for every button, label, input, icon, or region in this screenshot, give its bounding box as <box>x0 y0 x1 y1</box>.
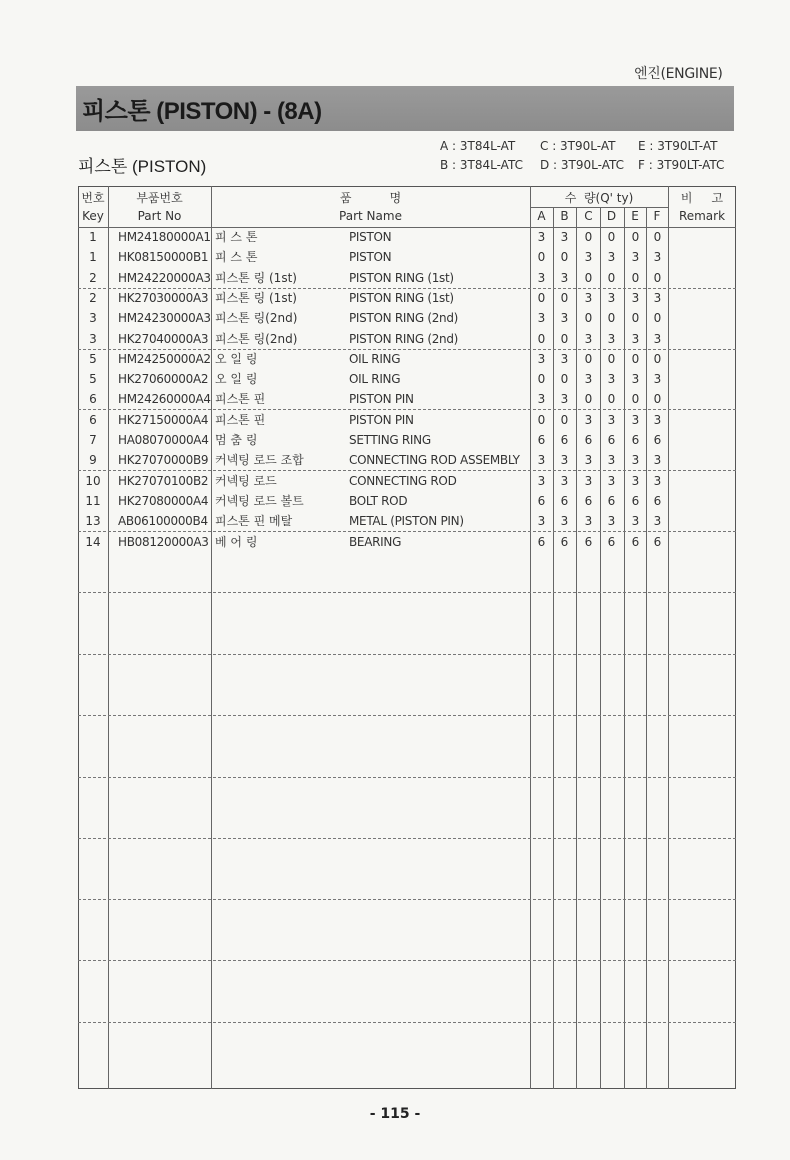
table-row <box>78 329 736 349</box>
cell-name-en: PISTON RING (1st) <box>349 270 454 285</box>
legend-model-d: D : 3T90L-ATC <box>540 158 624 172</box>
row-separator <box>78 1022 736 1023</box>
cell-name-kr: 피스톤 핀 <box>215 392 266 407</box>
cell-qty-c: 0 <box>584 351 593 366</box>
cell-name-en: OIL RING <box>349 372 401 387</box>
qty-header-divider <box>530 207 668 208</box>
cell-name-kr: 오 일 링 <box>215 351 258 366</box>
cell-qty-a: 6 <box>537 433 546 447</box>
cell-qty-b: 3 <box>560 514 569 529</box>
cell-name-kr: 커넥팅 로드 조합 <box>215 453 304 468</box>
cell-qty-f: 3 <box>653 290 662 305</box>
cell-qty-f: 3 <box>653 453 662 468</box>
cell-part-no: HM24260000A4 <box>118 392 211 407</box>
cell-part-no: HB08120000A3 <box>118 534 209 549</box>
cell-qty-a: 3 <box>537 392 546 407</box>
legend-model-c: C : 3T90L-AT <box>540 139 616 153</box>
cell-qty-e: 0 <box>631 351 640 366</box>
header-qty-d: D <box>606 209 617 223</box>
cell-qty-a: 3 <box>537 351 546 366</box>
cell-qty-d: 3 <box>607 290 616 305</box>
cell-qty-d: 3 <box>607 331 616 346</box>
cell-qty-d: 3 <box>607 514 616 529</box>
cell-qty-b: 3 <box>560 453 569 468</box>
cell-name-en: METAL (PISTON PIN) <box>349 514 464 529</box>
cell-name-en: CONNECTING ROD ASSEMBLY <box>349 453 520 468</box>
cell-name-en: BOLT ROD <box>349 493 408 508</box>
cell-part-no: HA08070000A4 <box>118 433 209 447</box>
cell-qty-e: 0 <box>631 230 640 244</box>
cell-qty-a: 0 <box>537 372 546 387</box>
cell-name-kr: 커넥팅 로드 <box>215 473 277 488</box>
row-separator <box>78 899 736 900</box>
cell-part-no: HK27030000A3 <box>118 290 209 305</box>
cell-qty-b: 3 <box>560 311 569 326</box>
cell-qty-a: 3 <box>537 270 546 285</box>
cell-name-en: PISTON <box>349 230 392 244</box>
cell-name-kr: 베 어 링 <box>215 534 258 549</box>
table-row <box>78 532 736 552</box>
table-row <box>78 410 736 430</box>
cell-qty-c: 3 <box>584 412 593 427</box>
cell-qty-e: 6 <box>631 534 640 549</box>
table-row <box>78 227 736 247</box>
cell-qty-b: 3 <box>560 270 569 285</box>
header-part-no-en: Part No <box>137 209 182 223</box>
cell-qty-b: 6 <box>560 493 569 508</box>
cell-qty-b: 0 <box>560 290 569 305</box>
cell-qty-b: 3 <box>560 473 569 488</box>
cell-qty-e: 3 <box>631 331 640 346</box>
row-separator <box>78 654 736 655</box>
cell-name-en: SETTING RING <box>349 433 431 447</box>
cell-qty-d: 6 <box>607 534 616 549</box>
cell-qty-b: 6 <box>560 534 569 549</box>
header-qty-a: A <box>537 209 546 223</box>
cell-qty-f: 0 <box>653 230 662 244</box>
cell-part-no: HK08150000B1 <box>118 250 209 265</box>
cell-qty-d: 6 <box>607 493 616 508</box>
cell-part-no: HK27060000A2 <box>118 372 209 387</box>
table-row <box>78 247 736 267</box>
cell-name-kr: 멈 춤 링 <box>215 433 258 447</box>
table-row <box>78 471 736 491</box>
cell-name-en: PISTON <box>349 250 392 265</box>
cell-key: 5 <box>89 351 97 366</box>
cell-qty-e: 6 <box>631 493 640 508</box>
cell-qty-c: 0 <box>584 392 593 407</box>
cell-part-no: HK27040000A3 <box>118 331 209 346</box>
header-remark-kr: 비 고 <box>680 191 724 205</box>
cell-key: 1 <box>89 250 97 265</box>
cell-key: 14 <box>85 534 101 549</box>
cell-qty-c: 0 <box>584 311 593 326</box>
cell-qty-c: 3 <box>584 331 593 346</box>
cell-key: 10 <box>85 473 101 488</box>
table-row <box>78 389 736 409</box>
cell-qty-d: 3 <box>607 473 616 488</box>
cell-qty-b: 0 <box>560 372 569 387</box>
cell-qty-c: 3 <box>584 250 593 265</box>
table-row <box>78 288 736 308</box>
cell-name-kr: 피스톤 링 (1st) <box>215 290 297 305</box>
cell-key: 13 <box>85 514 101 529</box>
section-header: 엔진(ENGINE) <box>634 66 723 82</box>
cell-qty-d: 0 <box>607 230 616 244</box>
cell-qty-d: 0 <box>607 311 616 326</box>
table-row <box>78 511 736 531</box>
cell-qty-e: 3 <box>631 473 640 488</box>
cell-qty-f: 3 <box>653 331 662 346</box>
cell-name-kr: 피스톤 핀 메탈 <box>215 514 293 529</box>
cell-qty-c: 3 <box>584 473 593 488</box>
header-key-en: Key <box>82 209 104 223</box>
cell-qty-f: 0 <box>653 270 662 285</box>
cell-qty-f: 3 <box>653 473 662 488</box>
header-part-no-kr: 부품번호 <box>136 191 183 205</box>
cell-qty-b: 0 <box>560 412 569 427</box>
cell-name-en: BEARING <box>349 534 402 549</box>
table-row <box>78 491 736 511</box>
header-name-kr: 품 명 <box>339 191 402 205</box>
cell-qty-d: 3 <box>607 412 616 427</box>
cell-qty-d: 0 <box>607 351 616 366</box>
cell-qty-d: 3 <box>607 453 616 468</box>
cell-qty-b: 0 <box>560 250 569 265</box>
cell-qty-a: 6 <box>537 534 546 549</box>
cell-key: 2 <box>89 270 97 285</box>
cell-part-no: HK27080000A4 <box>118 493 209 508</box>
row-separator <box>78 592 736 593</box>
cell-part-no: HM24220000A3 <box>118 270 211 285</box>
table-row <box>78 430 736 450</box>
cell-qty-a: 3 <box>537 230 546 244</box>
cell-qty-a: 0 <box>537 412 546 427</box>
header-qty-f: F <box>653 209 661 223</box>
cell-qty-f: 0 <box>653 311 662 326</box>
cell-qty-e: 3 <box>631 514 640 529</box>
header-remark-en: Remark <box>678 209 726 223</box>
cell-key: 6 <box>89 412 97 427</box>
cell-name-en: PISTON RING (1st) <box>349 290 454 305</box>
legend-model-f: F : 3T90LT-ATC <box>638 158 725 172</box>
cell-name-kr: 피스톤 링 (1st) <box>215 270 297 285</box>
page-subtitle: 피스톤 (PISTON) <box>78 157 207 176</box>
cell-name-kr: 피 스 톤 <box>215 230 258 244</box>
header-name-en: Part Name <box>339 209 402 223</box>
cell-key: 11 <box>85 493 101 508</box>
cell-name-kr: 피스톤 링(2nd) <box>215 331 298 346</box>
header-qty-c: C <box>584 209 593 223</box>
cell-qty-a: 0 <box>537 331 546 346</box>
cell-qty-e: 0 <box>631 392 640 407</box>
cell-qty-c: 0 <box>584 230 593 244</box>
cell-key: 1 <box>89 230 97 244</box>
row-separator <box>78 777 736 778</box>
cell-part-no: HM24180000A1 <box>118 230 211 244</box>
cell-qty-f: 6 <box>653 534 662 549</box>
page-title: 피스톤 (PISTON) - (8A) <box>82 98 322 125</box>
cell-qty-c: 3 <box>584 514 593 529</box>
cell-qty-a: 3 <box>537 453 546 468</box>
cell-qty-a: 0 <box>537 290 546 305</box>
cell-qty-a: 3 <box>537 514 546 529</box>
header-qty-b: B <box>560 209 569 223</box>
cell-qty-c: 3 <box>584 453 593 468</box>
cell-qty-e: 6 <box>631 433 640 447</box>
cell-qty-a: 3 <box>537 311 546 326</box>
cell-name-en: CONNECTING ROD <box>349 473 457 488</box>
cell-qty-e: 0 <box>631 270 640 285</box>
cell-name-kr: 피스톤 핀 <box>215 412 266 427</box>
cell-qty-b: 3 <box>560 230 569 244</box>
cell-part-no: HM24230000A3 <box>118 311 211 326</box>
cell-qty-f: 6 <box>653 433 662 447</box>
cell-qty-d: 3 <box>607 250 616 265</box>
legend-model-a: A : 3T84L-AT <box>440 139 516 153</box>
cell-name-en: OIL RING <box>349 351 401 366</box>
cell-qty-c: 6 <box>584 534 593 549</box>
cell-name-kr: 피 스 톤 <box>215 250 258 265</box>
cell-name-en: PISTON PIN <box>349 392 414 407</box>
cell-name-kr: 오 일 링 <box>215 372 258 387</box>
row-separator <box>78 838 736 839</box>
cell-qty-c: 6 <box>584 433 593 447</box>
cell-key: 3 <box>89 311 97 326</box>
table-row <box>78 369 736 389</box>
header-qty: 수 량(Q' ty) <box>564 191 634 205</box>
cell-qty-f: 3 <box>653 372 662 387</box>
cell-qty-d: 3 <box>607 372 616 387</box>
cell-qty-d: 0 <box>607 392 616 407</box>
cell-part-no: HK27070100B2 <box>118 473 209 488</box>
cell-qty-f: 0 <box>653 351 662 366</box>
cell-part-no: HK27070000B9 <box>118 453 209 468</box>
cell-name-en: PISTON RING (2nd) <box>349 311 459 326</box>
cell-key: 6 <box>89 392 97 407</box>
cell-name-kr: 커넥팅 로드 볼트 <box>215 493 304 508</box>
cell-qty-a: 6 <box>537 493 546 508</box>
cell-qty-f: 3 <box>653 412 662 427</box>
cell-name-en: PISTON PIN <box>349 412 414 427</box>
cell-qty-e: 3 <box>631 290 640 305</box>
cell-qty-a: 0 <box>537 250 546 265</box>
cell-qty-f: 6 <box>653 493 662 508</box>
cell-qty-b: 3 <box>560 392 569 407</box>
cell-qty-b: 6 <box>560 433 569 447</box>
cell-qty-c: 3 <box>584 372 593 387</box>
cell-name-en: PISTON RING (2nd) <box>349 331 459 346</box>
cell-key: 3 <box>89 331 97 346</box>
table-row <box>78 349 736 369</box>
cell-qty-a: 3 <box>537 473 546 488</box>
page-number: - 115 - <box>369 1106 421 1122</box>
cell-part-no: HM24250000A2 <box>118 351 211 366</box>
cell-qty-e: 3 <box>631 412 640 427</box>
cell-part-no: HK27150000A4 <box>118 412 209 427</box>
cell-key: 5 <box>89 372 97 387</box>
row-separator <box>78 715 736 716</box>
cell-key: 9 <box>89 453 97 468</box>
table-row <box>78 450 736 470</box>
table-row <box>78 308 736 328</box>
header-qty-e: E <box>631 209 639 223</box>
cell-qty-e: 3 <box>631 250 640 265</box>
table-row <box>78 268 736 288</box>
cell-qty-d: 6 <box>607 433 616 447</box>
legend-model-e: E : 3T90LT-AT <box>638 139 718 153</box>
cell-qty-c: 6 <box>584 493 593 508</box>
cell-qty-f: 0 <box>653 392 662 407</box>
legend-model-b: B : 3T84L-ATC <box>440 158 523 172</box>
cell-qty-c: 3 <box>584 290 593 305</box>
cell-qty-f: 3 <box>653 250 662 265</box>
cell-qty-b: 0 <box>560 331 569 346</box>
cell-qty-e: 3 <box>631 372 640 387</box>
cell-qty-c: 0 <box>584 270 593 285</box>
cell-qty-b: 3 <box>560 351 569 366</box>
cell-qty-e: 3 <box>631 453 640 468</box>
cell-part-no: AB06100000B4 <box>118 514 208 529</box>
cell-name-kr: 피스톤 링(2nd) <box>215 311 298 326</box>
cell-qty-d: 0 <box>607 270 616 285</box>
row-separator <box>78 960 736 961</box>
cell-key: 7 <box>89 433 97 447</box>
header-key-kr: 번호 <box>81 191 105 205</box>
cell-qty-e: 0 <box>631 311 640 326</box>
cell-key: 2 <box>89 290 97 305</box>
cell-qty-f: 3 <box>653 514 662 529</box>
